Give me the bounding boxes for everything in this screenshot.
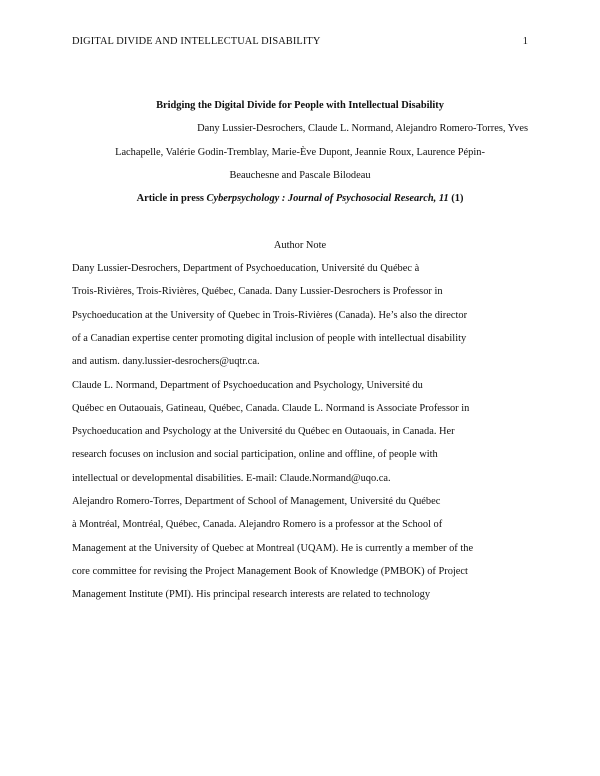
page-content [72, 94, 528, 607]
paragraph-line: Management Institute (PMI). His principal research interests are related to technology [72, 589, 431, 601]
paragraph-line: Management at the University of Quebec at Montreal (UQAM). He is currently a member of the [72, 542, 474, 554]
paper-title: Bridging the Digital Divide for People with Intellectual Disability [156, 100, 444, 111]
paragraph-line: Alejandro Romero-Torres, Department of School of Management, Université du Québec [72, 496, 441, 508]
paragraph-line: research focuses on inclusion and social participation, online and offline, of people with [72, 449, 438, 461]
author-note-paragraph-1 [72, 257, 528, 373]
author-list [72, 117, 528, 187]
author-line-2: Lachapelle, Valérie Godin-Tremblay, Marie-Ève Dupont, Jeannie Roux, Laurence Pépin- [115, 146, 485, 158]
author-line-1: Dany Lussier-Desrochers, Claude L. Normand, Alejandro Romero-Torres, Yves [197, 123, 528, 135]
paragraph-line: Psychoeducation at the University of Quebec in Trois-Rivières (Canada). He’s also the director [72, 309, 468, 321]
paragraph-line: Trois-Rivières, Trois-Rivières, Québec, Canada. Dany Lussier-Desrochers is Professor in [72, 286, 443, 298]
journal-name: Cyberpsychology : Journal of Psychosocial Research, 11 [206, 193, 449, 205]
article-status [72, 187, 528, 210]
journal-issue: (1) [448, 193, 464, 205]
author-note-paragraph-3 [72, 490, 528, 606]
paragraph-line: intellectual or developmental disabilities. E-mail: Claude.Normand@uqo.ca. [72, 472, 391, 484]
author-note-heading: Author Note [273, 239, 327, 251]
paragraph-line: Dany Lussier-Desrochers, Department of Psychoeducation, Université du Québec à [72, 263, 420, 275]
paragraph-line: and autism. dany.lussier-desrochers@uqtr.ca. [72, 356, 260, 368]
paragraph-line: à Montréal, Montréal, Québec, Canada. Alejandro Romero is a professor at the School of [72, 519, 443, 531]
paragraph-line: Psychoeducation and Psychology at the Université du Québec en Outaouais, in Canada. Her [72, 426, 455, 438]
paragraph-line: core committee for revising the Project Management Book of Knowledge (PMBOK) of Project [72, 565, 468, 577]
running-head: DIGITAL DIVIDE AND INTELLECTUAL DISABILITY [72, 36, 321, 47]
paragraph-line: of a Canadian expertise center promoting digital inclusion of people with intellectual disability [72, 332, 467, 344]
article-prefix: Article in press [136, 193, 207, 205]
author-line-3: Beauchesne and Pascale Bilodeau [229, 169, 371, 181]
author-note-paragraph-2 [72, 374, 528, 490]
page-number: 1 [522, 36, 528, 47]
paragraph-line: Québec en Outaouais, Gatineau, Québec, Canada. Claude L. Normand is Associate Professor in [72, 402, 470, 414]
paragraph-line: Claude L. Normand, Department of Psychoeducation and Psychology, Université du [72, 379, 423, 391]
